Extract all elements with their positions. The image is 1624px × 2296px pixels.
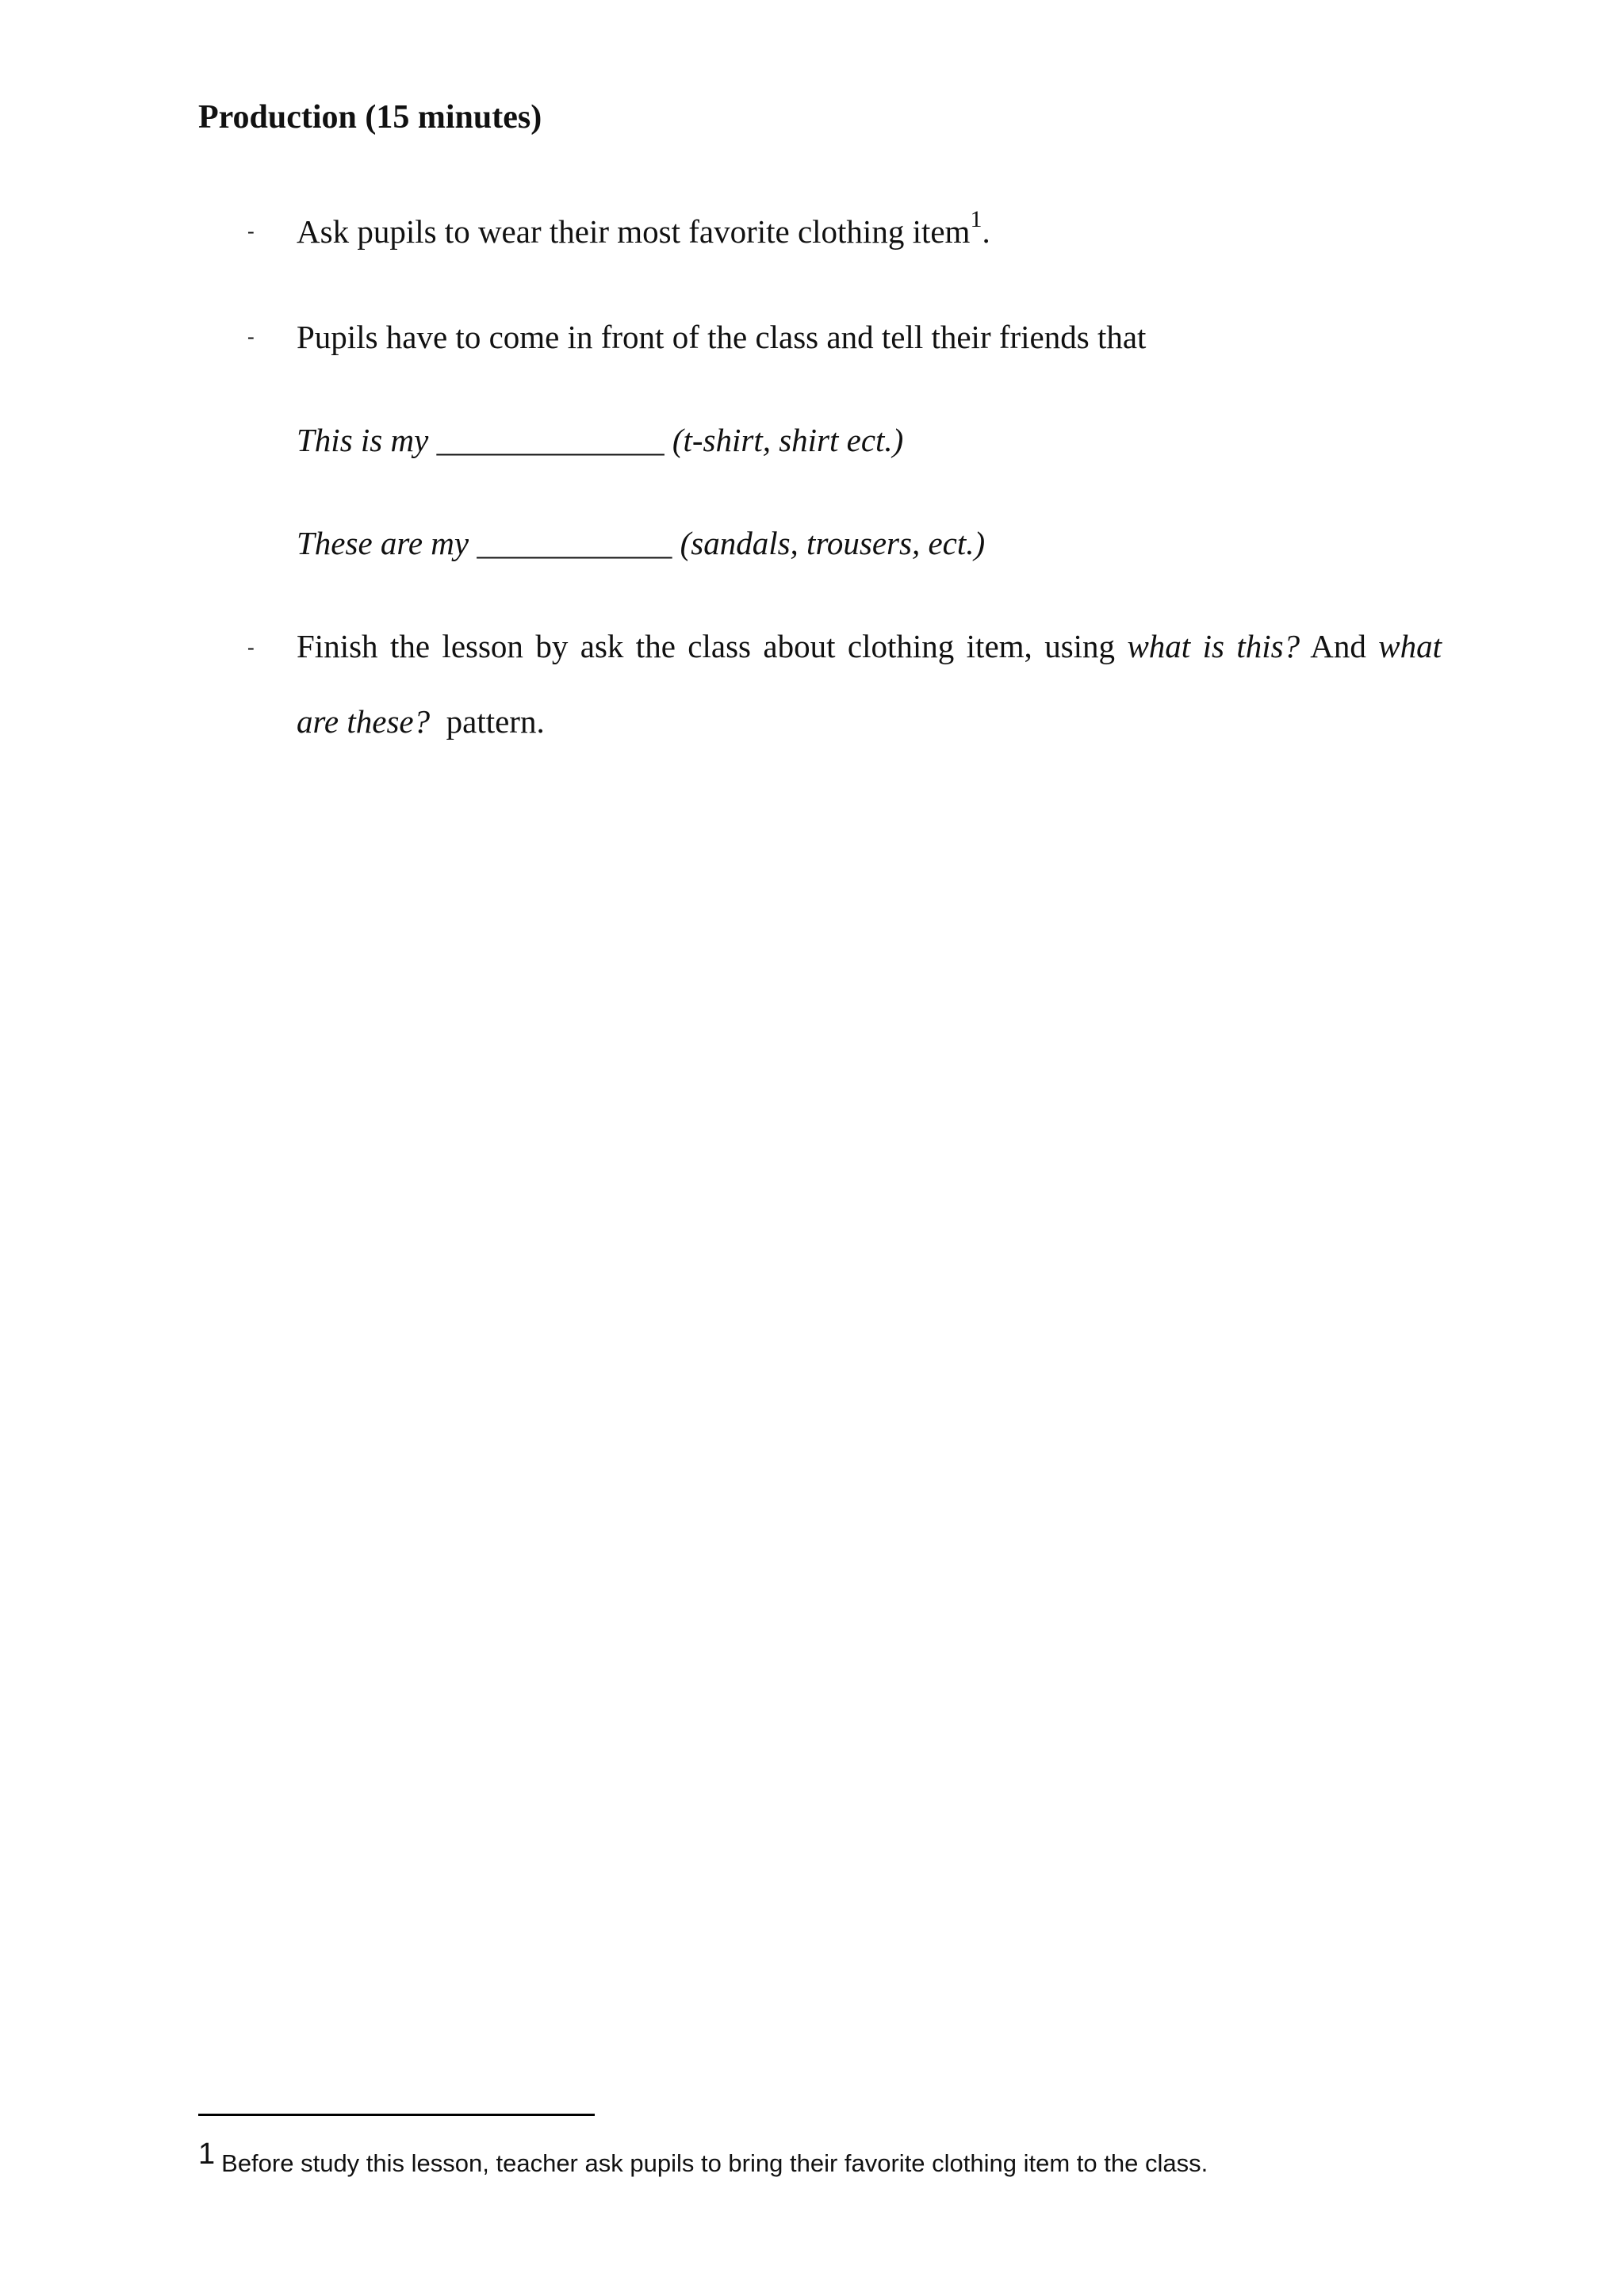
example-sentence bbox=[297, 519, 985, 567]
example-lead: This is my bbox=[297, 422, 429, 458]
instruction-continuation bbox=[297, 698, 545, 745]
instruction-text: Ask pupils to wear their most favorite clothing item bbox=[297, 213, 971, 250]
instruction-text: Pupils have to come in front of the class and tell their friends that bbox=[297, 319, 1147, 355]
question-pattern: are these? bbox=[297, 703, 431, 740]
bullet-marker: - bbox=[247, 325, 255, 348]
instruction-item bbox=[297, 208, 990, 255]
example-hint: (t-shirt, shirt ect.) bbox=[672, 422, 904, 458]
question-pattern: what is this? bbox=[1127, 628, 1300, 664]
footnote-reference[interactable]: 1 bbox=[970, 206, 982, 232]
instruction-text: pattern. bbox=[446, 703, 545, 740]
instruction-tail: . bbox=[982, 213, 990, 250]
example-blank: ______________ bbox=[436, 422, 665, 458]
question-pattern: what bbox=[1378, 628, 1442, 664]
footnote-mark: 1 bbox=[198, 2137, 216, 2171]
example-sentence bbox=[297, 416, 903, 464]
example-lead: These are my bbox=[297, 525, 469, 561]
bullet-marker: - bbox=[247, 220, 255, 243]
instruction-item bbox=[297, 622, 1442, 670]
instruction-item bbox=[297, 313, 1146, 361]
bullet-marker: - bbox=[247, 636, 255, 659]
instruction-text: Finish the lesson by ask the class about clothing item, using bbox=[297, 628, 1116, 664]
example-blank: ____________ bbox=[477, 525, 672, 561]
example-hint: (sandals, trousers, ect.) bbox=[680, 525, 986, 561]
conjunction: And bbox=[1310, 628, 1366, 664]
footnote-text: Before study this lesson, teacher ask pupils to bring their favorite clothing item to the class. bbox=[221, 2149, 1208, 2177]
footnote bbox=[198, 2134, 1208, 2183]
section-heading: Production (15 minutes) bbox=[198, 99, 542, 136]
footnote-separator bbox=[198, 2114, 595, 2116]
